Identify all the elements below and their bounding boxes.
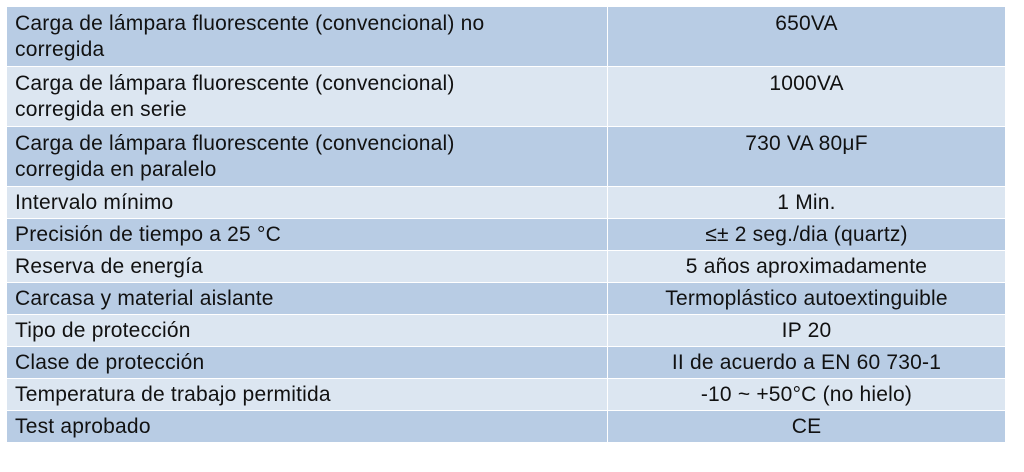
table-row <box>7 187 1006 219</box>
spec-label-line: corregida en paralelo <box>15 157 217 181</box>
spec-label <box>7 7 608 67</box>
spec-label-line: Temperatura de trabajo permitida <box>15 382 331 406</box>
table-row <box>7 283 1006 315</box>
spec-label-line: corregida <box>15 37 105 61</box>
spec-label-line: Tipo de protección <box>15 318 191 342</box>
table-row <box>7 7 1006 67</box>
table-row <box>7 411 1006 443</box>
table-row <box>7 379 1006 411</box>
spec-value: Termoplástico autoextinguible <box>608 283 1006 315</box>
table-row <box>7 67 1006 127</box>
spec-value: 650VA <box>608 7 1006 67</box>
table-row <box>7 127 1006 187</box>
spec-label-line: Test aprobado <box>15 414 151 438</box>
spec-label-line: Carga de lámpara fluorescente (convencional) <box>15 71 455 95</box>
spec-value: II de acuerdo a EN 60 730-1 <box>608 347 1006 379</box>
spec-label <box>7 315 608 347</box>
spec-label <box>7 283 608 315</box>
table-row <box>7 347 1006 379</box>
spec-label <box>7 347 608 379</box>
spec-label-line: Carga de lámpara fluorescente (convencional) no <box>15 11 485 35</box>
spec-label-line: Carga de lámpara fluorescente (convencional) <box>15 131 455 155</box>
table-row <box>7 219 1006 251</box>
specifications-table <box>6 6 1006 443</box>
spec-label <box>7 411 608 443</box>
spec-value: 1 Min. <box>608 187 1006 219</box>
spec-value: ≤± 2 seg./dia (quartz) <box>608 219 1006 251</box>
spec-label <box>7 251 608 283</box>
spec-value: CE <box>608 411 1006 443</box>
spec-label-line: corregida en serie <box>15 97 187 121</box>
table-row <box>7 315 1006 347</box>
spec-label <box>7 219 608 251</box>
spec-label-line: Clase de protección <box>15 350 205 374</box>
spec-label <box>7 379 608 411</box>
spec-label <box>7 187 608 219</box>
spec-value: 730 VA 80μF <box>608 127 1006 187</box>
spec-value: -10 ~ +50°C (no hielo) <box>608 379 1006 411</box>
spec-label <box>7 67 608 127</box>
spec-label-line: Reserva de energía <box>15 254 204 278</box>
spec-label-line: Intervalo mínimo <box>15 190 174 214</box>
spec-label <box>7 127 608 187</box>
spec-value: 1000VA <box>608 67 1006 127</box>
spec-value: IP 20 <box>608 315 1006 347</box>
table-row <box>7 251 1006 283</box>
spec-value: 5 años aproximadamente <box>608 251 1006 283</box>
spec-label-line: Carcasa y material aislante <box>15 286 274 310</box>
spec-label-line: Precisión de tiempo a 25 °C <box>15 222 281 246</box>
